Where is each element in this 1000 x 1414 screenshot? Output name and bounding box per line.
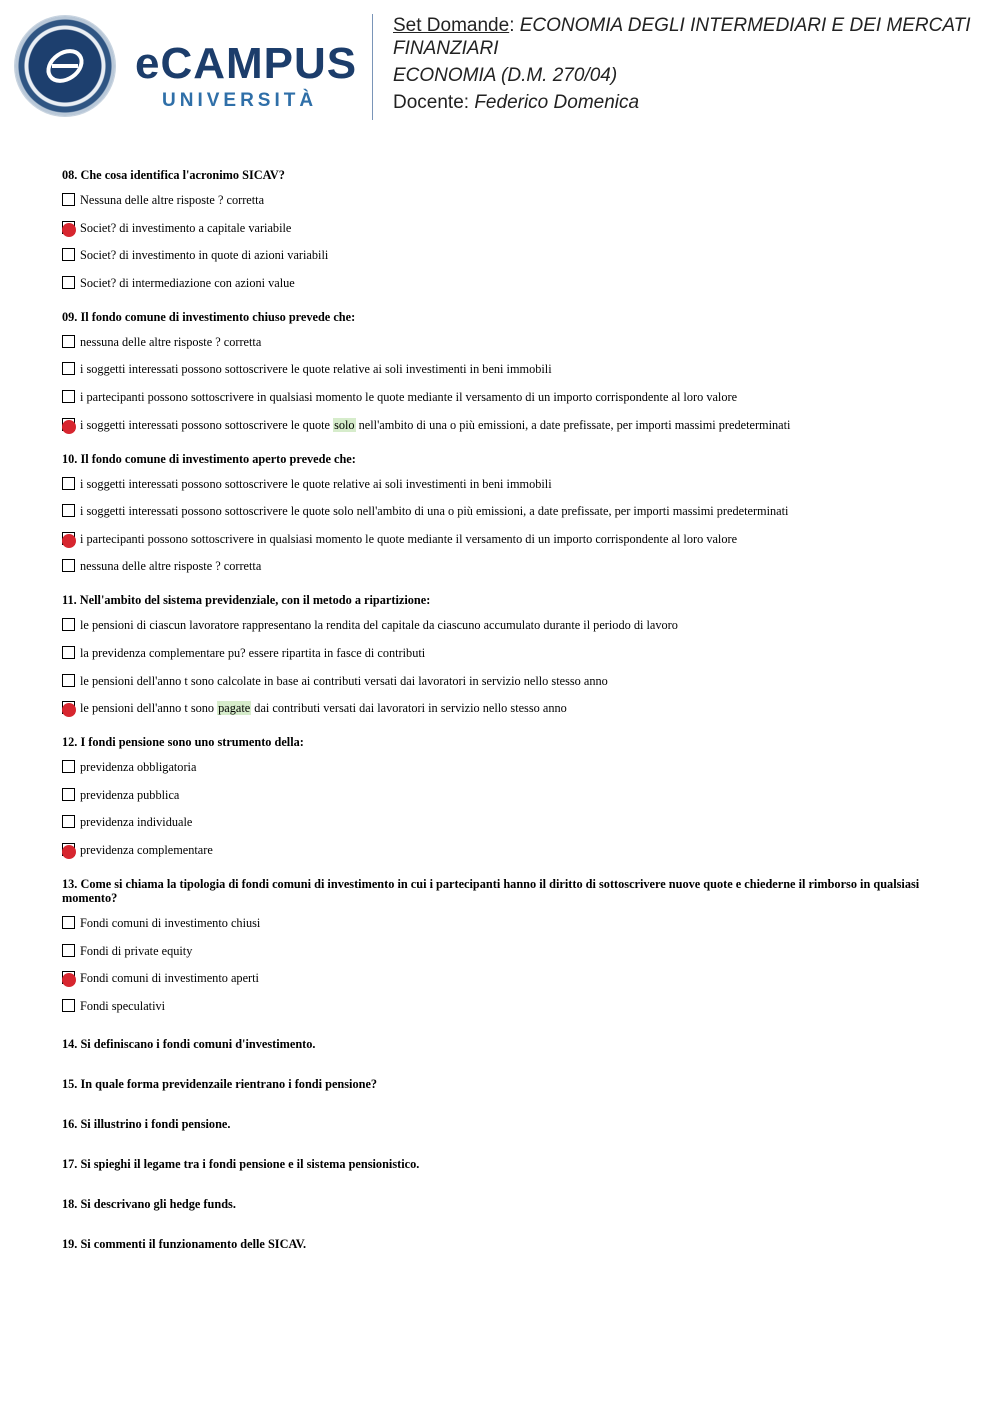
question-title: 11. Nell'ambito del sistema previdenziale, con il metodo a ripartizione:: [62, 593, 431, 608]
selected-answer-icon: [62, 845, 76, 859]
answer-option[interactable]: [62, 387, 942, 407]
highlighted-word: pagate: [218, 701, 251, 716]
answer-option[interactable]: [62, 996, 942, 1016]
answer-option[interactable]: [62, 273, 942, 293]
checkbox[interactable]: [62, 193, 75, 206]
option-text: i partecipanti possono sottoscrivere in qualsiasi momento le quote mediante il versamento di un importo corrispondente al loro valore: [80, 531, 738, 546]
option-text: previdenza complementare: [80, 842, 213, 857]
option-text: le pensioni di ciascun lavoratore rappresentano la rendita del capitale da ciascuno accumulato durante il periodo di lavoro: [80, 618, 678, 633]
answer-option[interactable]: [62, 190, 942, 210]
checkbox[interactable]: [62, 559, 75, 572]
checkbox[interactable]: [62, 276, 75, 289]
open-question: 16. Si illustrino i fondi pensione.: [62, 1116, 231, 1131]
open-question: 14. Si definiscano i fondi comuni d'investimento.: [62, 1036, 316, 1051]
checkbox[interactable]: [62, 477, 75, 490]
header-divider: [372, 14, 373, 120]
option-text: nessuna delle altre risposte ? corretta: [80, 559, 262, 574]
option-text: i soggetti interessati possono sottoscrivere le quote relative ai soli investimenti in beni immobili: [80, 362, 552, 377]
selected-answer-icon: [62, 973, 76, 987]
checkbox[interactable]: [62, 916, 75, 929]
option-text: i soggetti interessati possono sottoscrivere le quote: [80, 417, 334, 432]
open-question: 18. Si descrivano gli hedge funds.: [62, 1196, 236, 1211]
question-block: [62, 168, 942, 293]
checkbox[interactable]: [62, 390, 75, 403]
checkbox[interactable]: [62, 248, 75, 261]
option-text: Societ? di investimento in quote di azioni variabili: [80, 248, 329, 263]
checkbox-checked[interactable]: [62, 701, 75, 714]
question-block: [62, 310, 942, 435]
answer-option[interactable]: [62, 529, 942, 549]
checkbox[interactable]: [62, 674, 75, 687]
question-block: [62, 452, 942, 577]
selected-answer-icon: [62, 223, 76, 237]
answer-option[interactable]: [62, 556, 942, 576]
question-list: [62, 168, 942, 1277]
answer-option[interactable]: [62, 913, 942, 933]
answer-option[interactable]: [62, 698, 942, 718]
question-title: 08. Che cosa identifica l'acronimo SICAV?: [62, 168, 285, 182]
option-text: Nessuna delle altre risposte ? corretta: [80, 193, 265, 207]
logo-wordmark: eCAMPUS: [135, 39, 358, 88]
question-title: 10. Il fondo comune di investimento aperto prevede che:: [62, 451, 356, 466]
checkbox[interactable]: [62, 760, 75, 773]
checkbox[interactable]: [62, 504, 75, 517]
option-text: i soggetti interessati possono sottoscrivere le quote relative ai soli investimenti in beni immobili: [80, 476, 552, 491]
option-text: nessuna delle altre risposte ? corretta: [80, 334, 262, 349]
answer-option[interactable]: [62, 332, 942, 352]
checkbox[interactable]: [62, 999, 75, 1012]
answer-option[interactable]: [62, 615, 942, 635]
header-info: Set Domande: ECONOMIA DEGLI INTERMEDIARI E DEI MERCATI FINANZIARI ECONOMIA (D.M. 270/04) Docente: Federico Domenica: [393, 15, 971, 113]
course-title-line-1: ECONOMIA DEGLI INTERMEDIARI E DEI MERCATI: [519, 15, 971, 36]
checkbox-checked[interactable]: [62, 971, 75, 984]
option-text: previdenza pubblica: [80, 787, 180, 802]
option-text: Societ? di intermediazione con azioni value: [80, 275, 295, 290]
option-text: Societ? di investimento a capitale variabile: [80, 220, 292, 235]
question-title: 12. I fondi pensione sono uno strumento della:: [62, 735, 304, 750]
highlighted-word: solo: [334, 417, 355, 432]
answer-option[interactable]: [62, 941, 942, 961]
answer-option[interactable]: [62, 501, 942, 521]
question-title: 13. Come si chiama la tipologia di fondi comuni di investimento in cui i partecipanti hanno il diritto di sottoscrivere nuove quote e chiederne il rimborso in qualsiasi momento?: [62, 876, 920, 905]
option-text: Fondi comuni di investimento chiusi: [80, 915, 261, 930]
option-text: i soggetti interessati possono sottoscrivere le quote solo nell'ambito di una o più emissioni, a date prefissate, per importi massimi predeterminati: [80, 504, 789, 519]
checkbox[interactable]: [62, 646, 75, 659]
answer-option[interactable]: [62, 840, 942, 860]
checkbox[interactable]: [62, 788, 75, 801]
teacher-name: Federico Domenica: [474, 92, 640, 113]
page-header: [0, 0, 1000, 130]
answer-option[interactable]: [62, 218, 942, 238]
question-block: [62, 877, 942, 1016]
option-text: dai contributi versati dai lavoratori in servizio nello stesso anno: [251, 701, 567, 716]
option-text: previdenza individuale: [80, 815, 193, 830]
checkbox[interactable]: [62, 815, 75, 828]
checkbox[interactable]: [62, 362, 75, 375]
answer-option[interactable]: [62, 757, 942, 777]
answer-option[interactable]: [62, 643, 942, 663]
open-question: 17. Si spieghi il legame tra i fondi pensione e il sistema pensionistico.: [62, 1156, 420, 1171]
option-text: nell'ambito di una o più emissioni, a date prefissate, per importi massimi predeterminati: [355, 417, 791, 432]
teacher-label: Docente:: [393, 92, 470, 113]
checkbox-checked[interactable]: [62, 418, 75, 431]
question-block: [62, 593, 942, 718]
answer-option[interactable]: [62, 812, 942, 832]
checkbox-checked[interactable]: [62, 843, 75, 856]
answer-option[interactable]: [62, 474, 942, 494]
set-label: Set Domande: [393, 15, 510, 36]
checkbox[interactable]: [62, 335, 75, 348]
ecampus-seal-icon: [15, 16, 115, 116]
checkbox[interactable]: [62, 944, 75, 957]
checkbox[interactable]: [62, 618, 75, 631]
selected-answer-icon: [62, 420, 76, 434]
degree-name: ECONOMIA (D.M. 270/04): [393, 65, 618, 86]
option-text: le pensioni dell'anno t sono calcolate in base ai contributi versati dai lavoratori in servizio nello stesso anno: [80, 673, 608, 688]
answer-option[interactable]: [62, 245, 942, 265]
answer-option[interactable]: [62, 671, 942, 691]
answer-option[interactable]: [62, 359, 942, 379]
logo-subtitle: UNIVERSITÀ: [162, 90, 318, 111]
option-text: la previdenza complementare pu? essere ripartita in fasce di contributi: [80, 645, 426, 660]
open-question: 15. In quale forma previdenzaile rientrano i fondi pensione?: [62, 1076, 378, 1091]
checkbox-checked[interactable]: [62, 221, 75, 234]
course-title-line-2: FINANZIARI: [393, 38, 499, 59]
question-block: [62, 735, 942, 860]
option-text: Fondi comuni di investimento aperti: [80, 971, 259, 986]
option-text: Fondi speculativi: [80, 998, 166, 1013]
selected-answer-icon: [62, 703, 76, 717]
answer-option[interactable]: [62, 968, 942, 988]
option-text: le pensioni dell'anno t sono: [80, 701, 218, 716]
checkbox-checked[interactable]: [62, 532, 75, 545]
ecampus-monogram-icon: [42, 44, 88, 88]
answer-option[interactable]: [62, 415, 942, 435]
option-text: previdenza obbligatoria: [80, 760, 197, 775]
option-text: Fondi di private equity: [80, 943, 193, 958]
open-question: 19. Si commenti il funzionamento delle SICAV.: [62, 1236, 307, 1251]
question-title: 09. Il fondo comune di investimento chiuso prevede che:: [62, 309, 356, 324]
answer-option[interactable]: [62, 785, 942, 805]
option-text: i partecipanti possono sottoscrivere in qualsiasi momento le quote mediante il versamento di un importo corrispondente al loro valore: [80, 389, 738, 404]
selected-answer-icon: [62, 534, 76, 548]
